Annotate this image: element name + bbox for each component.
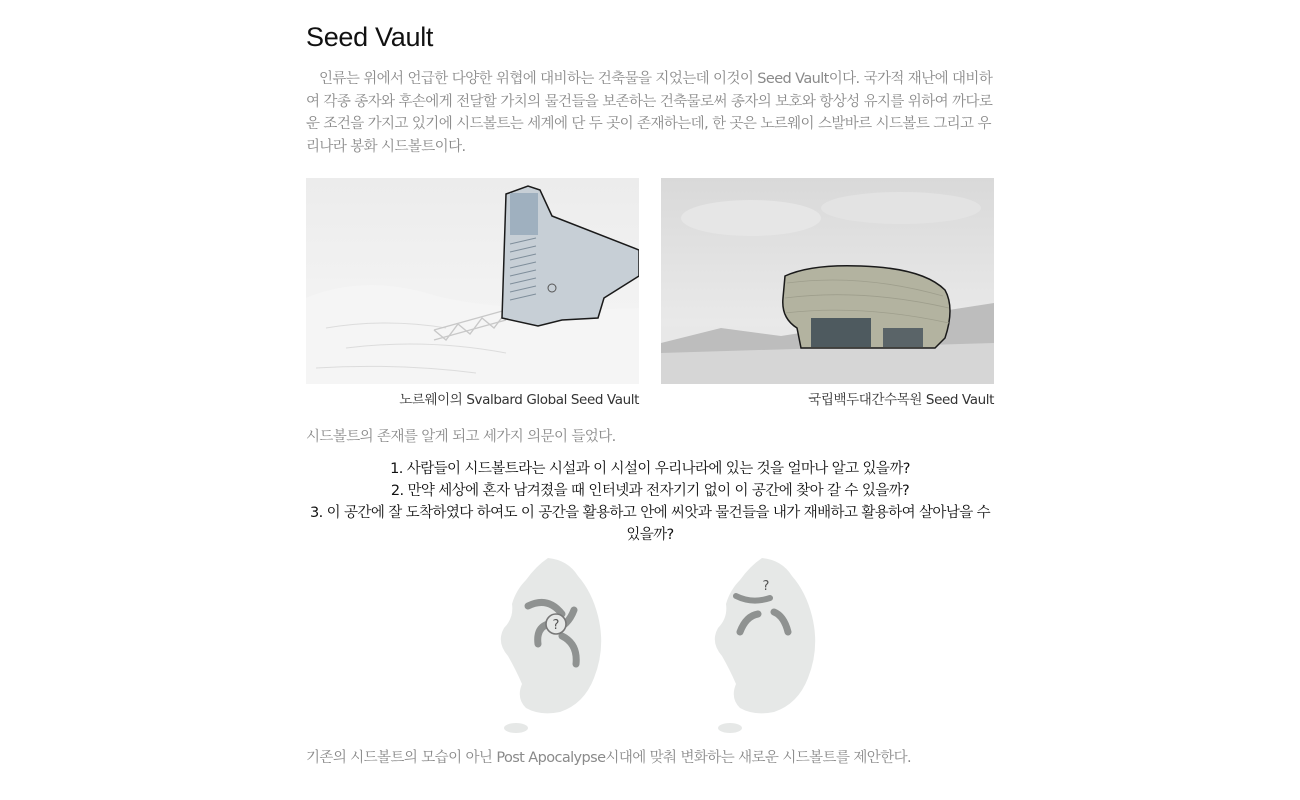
svalbard-seed-vault-photo [306,178,639,384]
seed-vault-section [306,0,994,800]
korea-map-hand-question [670,552,850,742]
photo-caption-svalbard: 노르웨이의 Svalbard Global Seed Vault [399,392,639,408]
question-item: 1. 사람들이 시드볼트라는 시설과 이 시설이 우리나라에 있는 것을 얼마나 알고 있을까? [390,461,910,477]
photo-caption-baekdudaegan: 국립백두대간수목원 Seed Vault [808,392,994,408]
proposal-statement: 기존의 시드볼트의 모습이 아닌 Post Apocalypse시대에 맞춰 변화하는 새로운 시드볼트를 제안한다. [306,750,912,766]
korea-map-question-arrows [456,552,636,742]
question-list [306,458,994,546]
page-title: Seed Vault [306,22,434,52]
baekdudaegan-seed-vault-photo [661,178,994,384]
intro-paragraph: 인류는 위에서 언급한 다양한 위협에 대비하는 건축물을 지었는데 이것이 Seed Vault이다. 국가적 재난에 대비하여 각종 종자와 후손에게 전달할 가치의 물건들을 보존하는 건축물로써 종자의 보호와 항상성 유지를 위하여 까다로운 조건을 가지고 있기에 시드볼트는 세계에 단 두 곳이 존재하는데, 한 곳은 노르웨이 스발바르 시드볼트 그리고 우리나라 봉화 시드볼트이다. [306,71,993,155]
svg-text:?: ? [762,579,770,594]
question-item: 2. 만약 세상에 혼자 남겨졌을 때 인터넷과 전자기기 없이 이 공간에 찾아 갈 수 있을까? [390,483,910,499]
hand-question-icon [670,552,850,742]
question-item: 3. 이 공간에 잘 도착하였다 하여도 이 공간을 활용하고 안에 씨앗과 물건들을 내가 재배하고 활용하여 살아남을 수 있을까? [309,505,991,543]
svg-text:?: ? [552,618,560,633]
three-questions-intro: 시드볼트의 존재를 알게 되고 세가지 의문이 들었다. [306,429,616,445]
korea-maps-illustration [456,552,816,742]
question-arrows-icon [456,552,636,742]
